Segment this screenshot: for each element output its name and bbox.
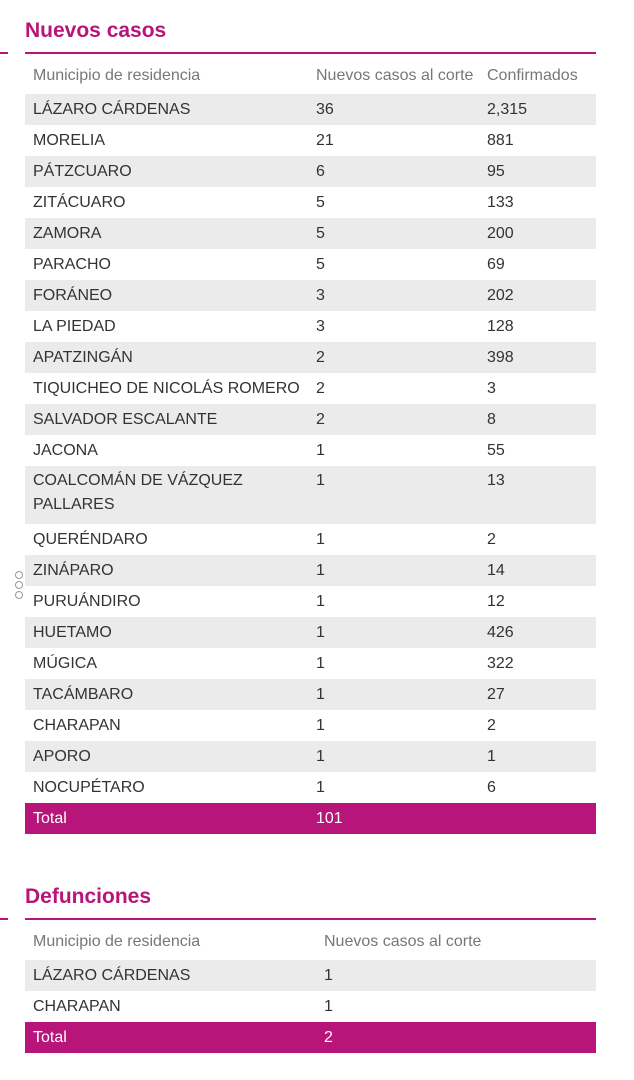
confirmados-cell: 8 — [479, 404, 596, 435]
nuevos-casos-cell: 1 — [308, 524, 479, 555]
confirmados-cell: 1 — [479, 741, 596, 772]
municipio-cell: TIQUICHEO DE NICOLÁS ROMERO — [25, 373, 308, 404]
total-row — [25, 1022, 596, 1053]
nuevos-casos-cell: 1 — [308, 466, 479, 524]
table-row — [25, 960, 596, 991]
nuevos-casos-cell: 1 — [308, 741, 479, 772]
total-label: Total — [25, 1022, 316, 1053]
municipio-cell: CHARAPAN — [25, 710, 308, 741]
header-nuevos-casos: Nuevos casos al corte — [324, 933, 482, 950]
confirmados-cell: 881 — [479, 125, 596, 156]
confirmados-cell: 128 — [479, 311, 596, 342]
nuevos-casos-section — [0, 0, 634, 56]
section-accent-mark — [0, 918, 8, 920]
municipio-cell: SALVADOR ESCALANTE — [25, 404, 308, 435]
section-accent-mark — [0, 52, 8, 54]
municipio-cell: PÁTZCUARO — [25, 156, 308, 187]
confirmados-cell: 6 — [479, 772, 596, 803]
table-header-row — [25, 930, 596, 960]
nuevos-casos-cell: 5 — [308, 218, 479, 249]
table-row — [25, 555, 596, 586]
nuevos-casos-cell: 3 — [308, 311, 479, 342]
table-row — [25, 311, 596, 342]
municipio-cell: ZINÁPARO — [25, 555, 308, 586]
confirmados-cell: 200 — [479, 218, 596, 249]
table-row — [25, 249, 596, 280]
confirmados-cell: 14 — [479, 555, 596, 586]
nuevos-casos-cell: 1 — [308, 710, 479, 741]
nuevos-casos-cell: 1 — [308, 435, 479, 466]
header-nuevos-casos: Nuevos casos al corte — [316, 67, 474, 84]
nuevos-casos-cell: 6 — [308, 156, 479, 187]
municipio-cell: ZITÁCUARO — [25, 187, 308, 218]
confirmados-cell: 95 — [479, 156, 596, 187]
municipio-cell: APORO — [25, 741, 308, 772]
table-row — [25, 648, 596, 679]
table-row — [25, 373, 596, 404]
table-row — [25, 679, 596, 710]
municipio-cell: LÁZARO CÁRDENAS — [25, 94, 308, 125]
municipio-cell: COALCOMÁN DE VÁZQUEZ PALLARES — [25, 466, 308, 524]
nuevos-casos-cell: 1 — [308, 679, 479, 710]
defunciones-table — [25, 930, 596, 1053]
defunciones-header — [0, 866, 634, 922]
confirmados-cell: 2,315 — [479, 94, 596, 125]
municipio-cell: NOCUPÉTARO — [25, 772, 308, 803]
municipio-cell: MORELIA — [25, 125, 308, 156]
nuevos-casos-cell: 1 — [308, 586, 479, 617]
header-municipio: Municipio de residencia — [33, 933, 201, 950]
total-label: Total — [25, 803, 308, 834]
defunciones-title: Defunciones — [25, 885, 152, 908]
nuevos-casos-cell: 2 — [308, 342, 479, 373]
total-nuevos-casos: 2 — [316, 1022, 596, 1053]
confirmados-cell: 2 — [479, 524, 596, 555]
nuevos-casos-cell: 1 — [308, 617, 479, 648]
municipio-cell: PURUÁNDIRO — [25, 586, 308, 617]
table-row — [25, 741, 596, 772]
municipio-cell: LÁZARO CÁRDENAS — [25, 960, 316, 991]
table-row — [25, 156, 596, 187]
municipio-cell: APATZINGÁN — [25, 342, 308, 373]
section-divider — [25, 52, 596, 54]
nuevos-casos-table — [25, 64, 596, 834]
nuevos-casos-cell: 1 — [316, 991, 596, 1022]
table-row — [25, 187, 596, 218]
table-row — [25, 772, 596, 803]
municipio-cell: LA PIEDAD — [25, 311, 308, 342]
nuevos-casos-cell: 1 — [308, 555, 479, 586]
nuevos-casos-cell: 5 — [308, 249, 479, 280]
nuevos-casos-cell: 21 — [308, 125, 479, 156]
municipio-cell: FORÁNEO — [25, 280, 308, 311]
header-municipio: Municipio de residencia — [33, 67, 201, 84]
table-row — [25, 404, 596, 435]
nuevos-casos-header — [0, 0, 634, 56]
confirmados-cell: 322 — [479, 648, 596, 679]
nuevos-casos-cell: 2 — [308, 404, 479, 435]
municipio-cell: PARACHO — [25, 249, 308, 280]
defunciones-section — [0, 866, 634, 922]
table-row — [25, 991, 596, 1022]
nuevos-casos-cell: 5 — [308, 187, 479, 218]
nuevos-casos-cell: 2 — [308, 373, 479, 404]
nuevos-casos-cell: 36 — [308, 94, 479, 125]
confirmados-cell: 27 — [479, 679, 596, 710]
confirmados-cell: 133 — [479, 187, 596, 218]
side-handle-icon — [15, 571, 23, 601]
table-row — [25, 617, 596, 648]
confirmados-cell: 3 — [479, 373, 596, 404]
table-row — [25, 94, 596, 125]
table-row — [25, 280, 596, 311]
table-row — [25, 342, 596, 373]
table-row — [25, 586, 596, 617]
table-row — [25, 125, 596, 156]
table-row — [25, 218, 596, 249]
confirmados-cell: 55 — [479, 435, 596, 466]
total-confirmados — [479, 803, 596, 834]
confirmados-cell: 202 — [479, 280, 596, 311]
confirmados-cell: 2 — [479, 710, 596, 741]
nuevos-casos-cell: 1 — [308, 648, 479, 679]
municipio-cell: JACONA — [25, 435, 308, 466]
total-nuevos-casos: 101 — [308, 803, 479, 834]
nuevos-casos-title: Nuevos casos — [25, 19, 167, 42]
municipio-cell: QUERÉNDARO — [25, 524, 308, 555]
municipio-cell: HUETAMO — [25, 617, 308, 648]
municipio-cell: CHARAPAN — [25, 991, 316, 1022]
table-row — [25, 435, 596, 466]
table-row — [25, 524, 596, 555]
confirmados-cell: 398 — [479, 342, 596, 373]
confirmados-cell: 13 — [479, 466, 596, 524]
municipio-cell: TACÁMBARO — [25, 679, 308, 710]
nuevos-casos-cell: 3 — [308, 280, 479, 311]
defunciones-body — [25, 960, 596, 1053]
table-header-row — [25, 64, 596, 94]
municipio-cell: MÚGICA — [25, 648, 308, 679]
table-row — [25, 710, 596, 741]
nuevos-casos-cell: 1 — [316, 960, 596, 991]
section-divider — [25, 918, 596, 920]
nuevos-casos-cell: 1 — [308, 772, 479, 803]
nuevos-casos-body — [25, 94, 596, 834]
municipio-cell: ZAMORA — [25, 218, 308, 249]
total-row — [25, 803, 596, 834]
confirmados-cell: 12 — [479, 586, 596, 617]
confirmados-cell: 426 — [479, 617, 596, 648]
confirmados-cell: 69 — [479, 249, 596, 280]
table-row — [25, 466, 596, 524]
header-confirmados: Confirmados — [487, 67, 578, 84]
